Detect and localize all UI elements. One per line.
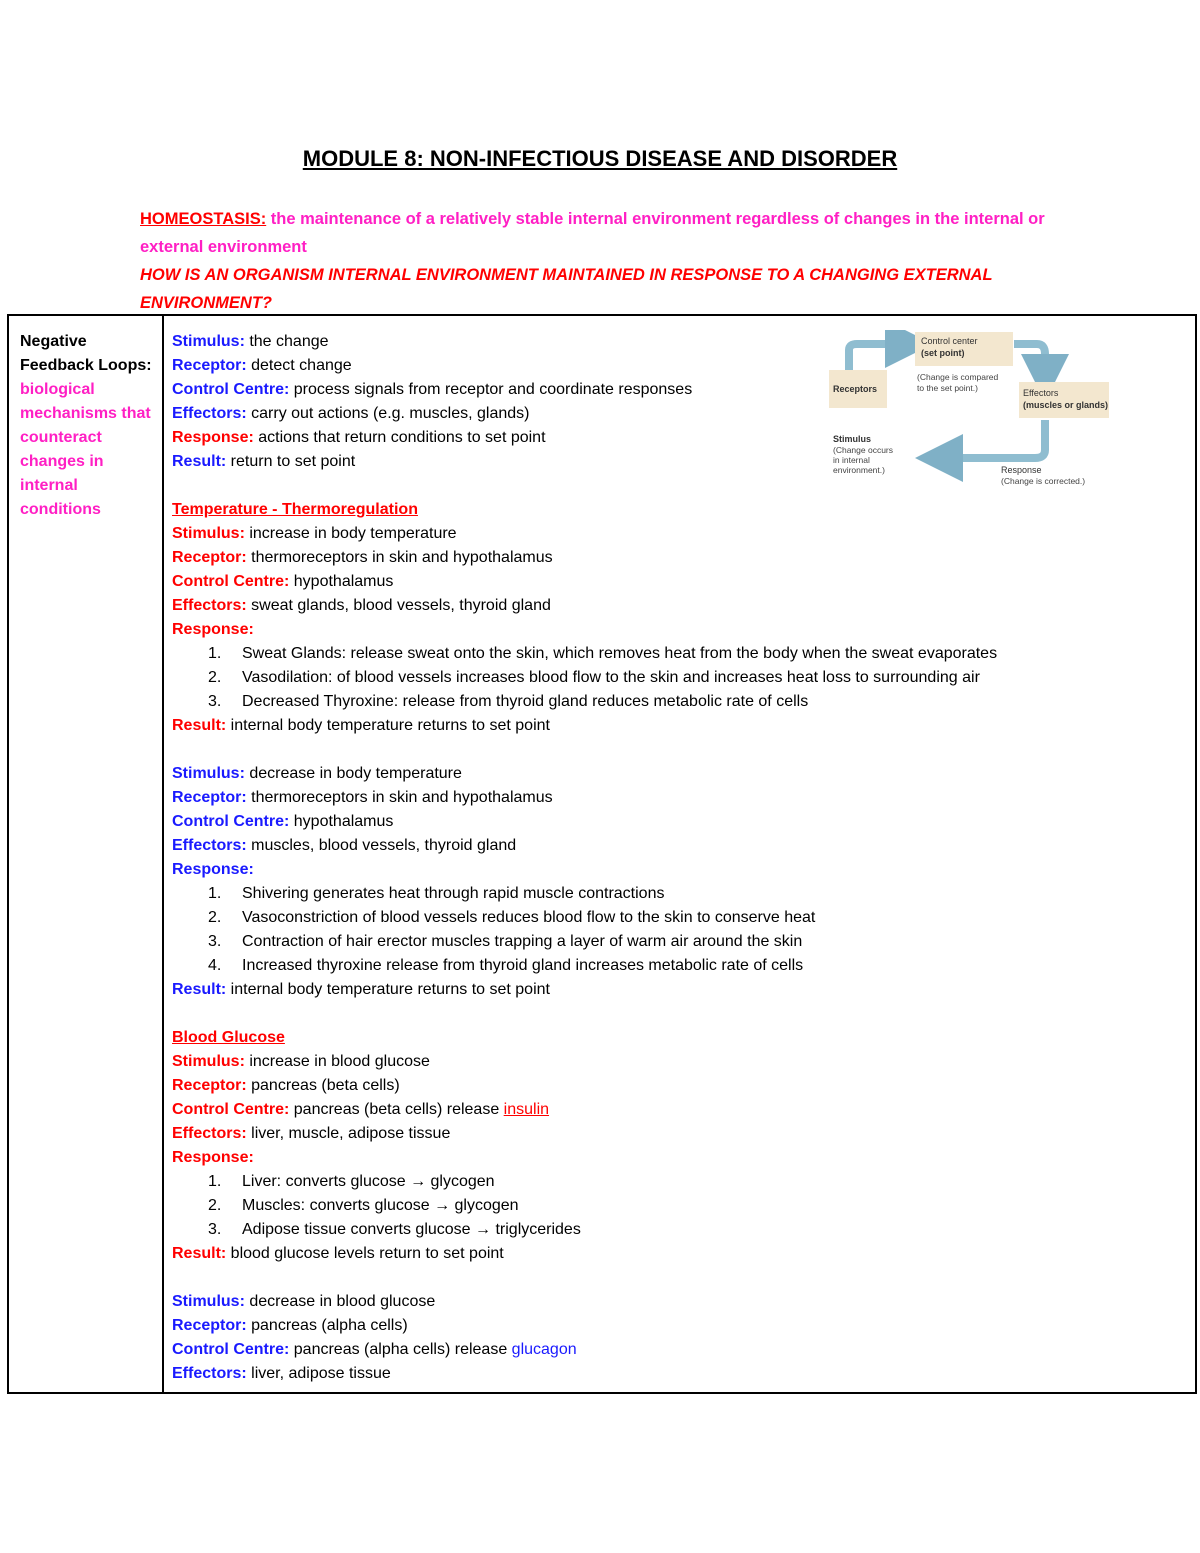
temp-hot-control: Control Centre: hypothalamus bbox=[172, 573, 394, 590]
temp-cold-result: Result: internal body temperature returns to set point bbox=[172, 981, 550, 998]
intro bbox=[140, 205, 1080, 317]
effectors-label: Effectors bbox=[1023, 388, 1059, 398]
list-item: 3. Decreased Thyroxine: release from thyroid gland reduces metabolic rate of cells bbox=[208, 693, 809, 710]
general-response: Response: actions that return conditions to set point bbox=[172, 429, 546, 446]
glucose-high-effectors: Effectors: liver, muscle, adipose tissue bbox=[172, 1125, 451, 1142]
general-control: Control Centre: process signals from receptor and coordinate responses bbox=[172, 381, 693, 398]
list-item: 1. Sweat Glands: release sweat onto the skin, which removes heat from the body when the sweat evaporates bbox=[208, 645, 998, 662]
glucose-high-stimulus: Stimulus: increase in blood glucose bbox=[172, 1053, 430, 1070]
column-divider bbox=[162, 316, 164, 1392]
stimulus-line2: in internal bbox=[833, 455, 870, 465]
glucose-low-stimulus: Stimulus: decrease in blood glucose bbox=[172, 1293, 436, 1310]
temp-cold-effectors: Effectors: muscles, blood vessels, thyroid gland bbox=[172, 837, 517, 854]
guiding-question: HOW IS AN ORGANISM INTERNAL ENVIRONMENT MAINTAINED IN RESPONSE TO A CHANGING EXTERNAL ENVIRONMENT? bbox=[140, 266, 993, 312]
list-item: 1. Shivering generates heat through rapid muscle contractions bbox=[208, 885, 665, 902]
effectors-sub-label: (muscles or glands) bbox=[1023, 400, 1109, 410]
response-line1: (Change is corrected.) bbox=[1001, 476, 1086, 486]
left-column bbox=[20, 330, 155, 522]
temp-hot-receptor: Receptor: thermoreceptors in skin and hypothalamus bbox=[172, 549, 553, 566]
list-item: 3. Contraction of hair erector muscles trapping a layer of warm air around the skin bbox=[208, 933, 803, 950]
glucose-low-control: Control Centre: pancreas (alpha cells) release glucagon bbox=[172, 1341, 577, 1358]
temp-hot-stimulus: Stimulus: increase in body temperature bbox=[172, 525, 457, 542]
right-column bbox=[172, 330, 1182, 1386]
compare-line2: to the set point.) bbox=[917, 383, 978, 393]
glucose-low-effectors: Effectors: liver, adipose tissue bbox=[172, 1365, 391, 1382]
glucose-high-result: Result: blood glucose levels return to set point bbox=[172, 1245, 504, 1262]
general-result: Result: return to set point bbox=[172, 453, 356, 470]
notes-table bbox=[7, 314, 1197, 1394]
page-title: MODULE 8: NON-INFECTIOUS DISEASE AND DISORDER bbox=[302, 146, 898, 171]
general-effectors: Effectors: carry out actions (e.g. muscles, glands) bbox=[172, 405, 530, 422]
stimulus-label: Stimulus bbox=[833, 434, 872, 444]
negative-feedback-description: biological mechanisms that counteract changes in internal conditions bbox=[20, 381, 151, 518]
response-label: Response bbox=[1001, 465, 1042, 475]
negative-feedback-term: Negative Feedback Loops: bbox=[20, 333, 152, 374]
temp-hot-effectors: Effectors: sweat glands, blood vessels, thyroid gland bbox=[172, 597, 551, 614]
insulin-term: insulin bbox=[503, 1101, 550, 1118]
temp-hot-result: Result: internal body temperature returns to set point bbox=[172, 717, 550, 734]
list-item: 2. Vasodilation: of blood vessels increases blood flow to the skin and increases heat loss to surrounding air bbox=[208, 669, 980, 686]
temperature-heading: Temperature - Thermoregulation bbox=[172, 501, 418, 518]
receptors-label: Receptors bbox=[833, 384, 878, 394]
list-item: 2. Muscles: converts glucose → glycogen bbox=[208, 1197, 519, 1214]
glucose-high-control: Control Centre: pancreas (beta cells) release insulin bbox=[172, 1101, 550, 1118]
glucose-high-receptor: Receptor: pancreas (beta cells) bbox=[172, 1077, 400, 1094]
temp-cold-stimulus: Stimulus: decrease in body temperature bbox=[172, 765, 462, 782]
blood-glucose-heading: Blood Glucose bbox=[172, 1029, 285, 1046]
stimulus-line1: (Change occurs bbox=[833, 445, 894, 455]
stimulus-line3: environment.) bbox=[833, 465, 885, 475]
temp-cold-response: Response: bbox=[172, 861, 254, 878]
list-item: 2. Vasoconstriction of blood vessels reduces blood flow to the skin to conserve heat bbox=[208, 909, 816, 926]
glucose-low-receptor: Receptor: pancreas (alpha cells) bbox=[172, 1317, 408, 1334]
general-receptor: Receptor: detect change bbox=[172, 357, 352, 374]
glucose-high-response: Response: bbox=[172, 1149, 254, 1166]
list-item: 3. Adipose tissue converts glucose → triglycerides bbox=[208, 1221, 581, 1238]
compare-line1: (Change is compared bbox=[917, 372, 999, 382]
temp-cold-response-list bbox=[172, 882, 1182, 978]
general-stimulus: Stimulus: the change bbox=[172, 333, 329, 350]
glucagon-term: glucagon bbox=[511, 1341, 577, 1358]
set-point-label: (set point) bbox=[921, 348, 965, 358]
list-item: 4. Increased thyroxine release from thyroid gland increases metabolic rate of cells bbox=[208, 957, 804, 974]
temp-cold-receptor: Receptor: thermoreceptors in skin and hypothalamus bbox=[172, 789, 553, 806]
homeostasis-definition: the maintenance of a relatively stable internal environment regardless of changes in the internal or external environment bbox=[140, 210, 1045, 256]
homeostasis-term: HOMEOSTASIS: bbox=[140, 210, 267, 228]
temp-cold-control: Control Centre: hypothalamus bbox=[172, 813, 394, 830]
list-item: 1. Liver: converts glucose → glycogen bbox=[208, 1173, 495, 1190]
temp-hot-response: Response: bbox=[172, 621, 254, 638]
temp-hot-response-list bbox=[172, 642, 1182, 714]
control-center-label: Control center bbox=[921, 336, 978, 346]
glucose-high-response-list bbox=[172, 1170, 1182, 1242]
